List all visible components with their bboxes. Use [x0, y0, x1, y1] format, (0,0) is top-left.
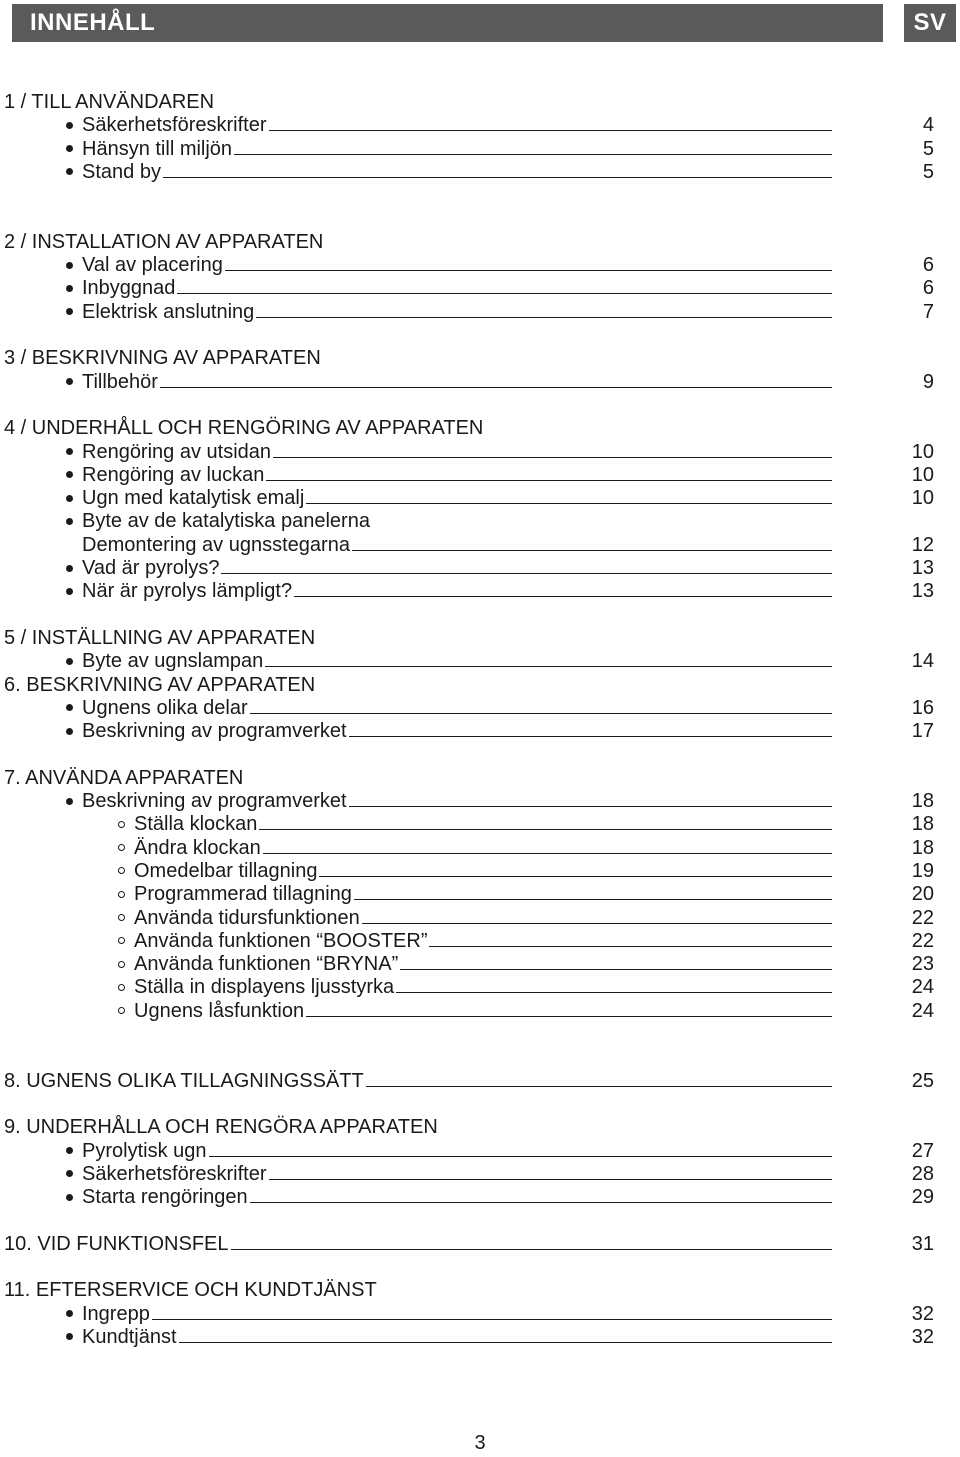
toc-entry[interactable] — [0, 1069, 960, 1093]
leader-line — [319, 876, 832, 877]
toc-page-number: 31 — [911, 1232, 934, 1255]
leader-line — [179, 1342, 832, 1343]
toc-entry-line — [0, 649, 960, 673]
toc-entry-title: Vad är pyrolys? — [82, 557, 220, 579]
toc-entry-row — [134, 812, 832, 836]
toc-entry-line — [0, 975, 960, 999]
toc-entry-row — [82, 113, 832, 137]
circle-bullet-icon — [114, 882, 128, 906]
toc-entry-line — [0, 999, 960, 1023]
toc-section-heading: 6. BESKRIVNING AV APPARATEN — [4, 673, 316, 696]
toc-entry-title: Omedelbar tillagning — [134, 859, 318, 882]
bullet-icon — [62, 1139, 76, 1163]
toc-entry-title: Säkerhetsföreskrifter — [82, 1162, 267, 1185]
page-title: INNEHÅLL — [30, 9, 156, 36]
toc-entry-title: Hänsyn till miljön — [82, 137, 233, 160]
toc-entry-title: Använda tidursfunktionen — [134, 906, 360, 929]
toc-entry[interactable] — [0, 1325, 960, 1349]
toc-entry[interactable] — [0, 719, 960, 743]
circle-bullet-icon — [114, 975, 128, 999]
toc-entry-line — [0, 696, 960, 720]
toc-entry-row — [82, 1325, 832, 1349]
toc-entry[interactable] — [0, 789, 960, 813]
toc-entry-title: Ställa klockan — [134, 813, 258, 836]
leader-line — [152, 1319, 832, 1320]
toc-entry-row — [134, 836, 832, 860]
toc-page-number: 10 — [911, 463, 934, 486]
toc-page-number: 16 — [911, 696, 934, 719]
toc-page-number: 24 — [911, 999, 934, 1022]
toc-entry-line — [0, 906, 960, 930]
toc-section-heading: 7. ANVÄNDA APPARATEN — [4, 766, 244, 789]
toc-entry-row — [134, 929, 832, 953]
toc-entry[interactable] — [0, 276, 960, 300]
toc-entry-title: Inbyggnad — [82, 277, 176, 300]
toc-entry-title: Elektrisk anslutning — [82, 300, 255, 323]
toc-entry[interactable] — [0, 556, 960, 580]
toc-section-line — [0, 346, 960, 370]
toc-entry[interactable] — [0, 1139, 960, 1163]
bullet-icon — [62, 370, 76, 394]
toc-entry-row — [134, 975, 832, 999]
bullet-icon — [62, 789, 76, 813]
toc-page-number: 12 — [911, 533, 934, 556]
toc-entry-title: Beskrivning av programverket — [82, 790, 347, 812]
leader-line — [352, 550, 832, 551]
toc-entry-row — [82, 463, 832, 487]
toc-section-line — [0, 1278, 960, 1302]
toc-entry[interactable] — [0, 300, 960, 324]
toc-entry-row — [82, 1139, 832, 1163]
leader-line — [349, 806, 832, 807]
toc-entry-line — [0, 160, 960, 184]
leader-line — [234, 154, 832, 155]
toc-entry-line — [0, 556, 960, 580]
toc-entry-line — [0, 1302, 960, 1326]
toc-entry-line — [0, 952, 960, 976]
toc-entry-line — [0, 253, 960, 277]
toc-entry-line — [0, 789, 960, 813]
leader-line — [354, 899, 832, 900]
toc-page-number: 10 — [911, 487, 934, 510]
toc-entry[interactable] — [0, 649, 960, 673]
toc-entry-row — [134, 882, 832, 906]
toc-entry[interactable] — [0, 696, 960, 720]
toc-page-number: 10 — [911, 440, 934, 463]
toc-section-heading: 4 / UNDERHÅLL OCH RENGÖRING AV APPARATEN — [4, 417, 484, 440]
toc-entry-title: Stand by — [82, 160, 161, 183]
circle-bullet-icon — [114, 859, 128, 883]
toc-entry[interactable] — [0, 859, 960, 883]
toc-section-heading: 9. UNDERHÅLLA OCH RENGÖRA APPARATEN — [4, 1116, 438, 1139]
toc-entry-title: Byte av de katalytiska panelerna — [82, 510, 370, 533]
toc-page-number: 32 — [911, 1325, 934, 1348]
toc-entry-title: Säkerhetsföreskrifter — [82, 114, 267, 137]
toc-entry-line — [0, 463, 960, 487]
toc-entry-row — [4, 1069, 832, 1093]
leader-line — [160, 387, 832, 388]
toc-page-number: 5 — [922, 137, 934, 160]
toc-entry-title: 10. VID FUNKTIONSFEL — [4, 1232, 229, 1255]
toc-section-line — [0, 626, 960, 650]
toc-entry-row — [82, 486, 832, 510]
toc-entry-row — [82, 579, 832, 603]
toc-entry[interactable] — [0, 370, 960, 394]
toc-section-heading: 3 / BESKRIVNING AV APPARATEN — [4, 347, 321, 370]
leader-line — [273, 457, 832, 458]
bullet-icon — [62, 486, 76, 510]
bullet-icon — [62, 113, 76, 137]
toc-entry[interactable] — [0, 1302, 960, 1326]
leader-line — [366, 1086, 832, 1087]
toc-entry-row — [134, 999, 832, 1023]
toc-entry-line — [0, 1325, 960, 1349]
leader-line — [259, 829, 832, 830]
toc-entry-line — [0, 1069, 960, 1093]
toc-page-number: 18 — [911, 813, 934, 836]
leader-line — [396, 992, 832, 993]
toc-entry-title: Pyrolytisk ugn — [82, 1139, 207, 1162]
toc-entry[interactable] — [0, 486, 960, 510]
bullet-icon — [62, 137, 76, 161]
toc-page-number: 25 — [911, 1069, 934, 1092]
toc-entry-row — [82, 253, 832, 277]
toc-entry[interactable] — [0, 533, 960, 557]
leader-line — [250, 1202, 832, 1203]
toc-entry[interactable] — [0, 1185, 960, 1209]
toc-entry-line — [0, 1139, 960, 1163]
toc-entry-title: Ugnens olika delar — [82, 696, 248, 719]
toc-entry-row — [82, 789, 832, 813]
toc-section-heading: 1 / TILL ANVÄNDAREN — [4, 91, 215, 113]
toc-entry[interactable] — [0, 137, 960, 161]
toc-entry[interactable] — [0, 253, 960, 277]
bullet-icon — [62, 1162, 76, 1186]
toc-section-heading: 2 / INSTALLATION AV APPARATEN — [4, 230, 324, 253]
toc-entry-line — [0, 859, 960, 883]
leader-line — [225, 270, 832, 271]
toc-entry[interactable] — [0, 113, 960, 137]
toc-entry-title: Beskrivning av programverket — [82, 720, 347, 743]
circle-bullet-icon — [114, 952, 128, 976]
toc-entry-title: Val av placering — [82, 254, 223, 277]
toc-entry-title: Byte av ugnslampan — [82, 650, 264, 673]
toc-entry-line — [0, 137, 960, 161]
toc-entry-title: Rengöring av luckan — [82, 463, 265, 486]
circle-bullet-icon — [114, 999, 128, 1023]
toc-entry[interactable] — [0, 509, 960, 533]
toc-entry-title: Programmerad tillagning — [134, 883, 352, 906]
toc-entry-row — [82, 556, 832, 580]
toc-entry[interactable] — [0, 440, 960, 464]
toc-entry-row — [134, 952, 832, 976]
toc-entry-row — [82, 649, 832, 673]
leader-line — [250, 713, 832, 714]
toc-entry-line — [0, 533, 960, 557]
toc-entry[interactable] — [0, 999, 960, 1023]
bullet-icon — [62, 463, 76, 487]
toc-entry-line — [0, 882, 960, 906]
toc-entry-row — [134, 906, 832, 930]
language-label: SV — [913, 9, 947, 36]
bullet-icon — [62, 696, 76, 720]
toc-section-line — [0, 766, 960, 790]
toc-page-number: 4 — [922, 114, 934, 137]
toc-entry[interactable] — [0, 906, 960, 930]
toc-page-number: 22 — [911, 906, 934, 929]
bullet-icon — [62, 579, 76, 603]
bullet-icon — [62, 509, 76, 533]
toc-page-number: 13 — [911, 580, 934, 603]
toc-page-number: 28 — [911, 1162, 934, 1185]
toc-entry-line — [0, 370, 960, 394]
leader-line — [221, 573, 832, 574]
leader-line — [265, 666, 832, 667]
toc-page-number: 14 — [911, 650, 934, 673]
toc-entry-row — [4, 1232, 832, 1256]
toc-page-number: 24 — [911, 976, 934, 999]
toc-entry-row — [82, 160, 832, 184]
toc-entry-line — [0, 509, 960, 533]
toc-page-number: 5 — [922, 160, 934, 183]
toc-section-heading: 5 / INSTÄLLNING AV APPARATEN — [4, 626, 316, 649]
leader-line — [263, 853, 832, 854]
toc-entry-title: När är pyrolys lämpligt? — [82, 580, 293, 603]
bullet-icon — [62, 719, 76, 743]
toc-entry[interactable] — [0, 836, 960, 860]
toc-section-line — [0, 416, 960, 440]
leader-line — [231, 1249, 833, 1250]
leader-line — [266, 480, 832, 481]
toc-entry-line — [0, 929, 960, 953]
toc-entry[interactable] — [0, 975, 960, 999]
toc-entry-title: Kundtjänst — [82, 1325, 177, 1348]
toc-entry[interactable] — [0, 812, 960, 836]
toc-entry-title: Ingrepp — [82, 1302, 150, 1325]
toc-entry-line — [0, 836, 960, 860]
leader-line — [256, 317, 832, 318]
toc-page-number: 17 — [911, 720, 934, 743]
toc-entry-line — [0, 276, 960, 300]
toc-page-number: 32 — [911, 1302, 934, 1325]
toc-entry[interactable] — [0, 1232, 960, 1256]
toc-page-number: 20 — [911, 883, 934, 906]
toc-entry[interactable] — [0, 1162, 960, 1186]
bullet-icon — [62, 556, 76, 580]
toc-section-heading: 11. EFTERSERVICE OCH KUNDTJÄNST — [4, 1279, 377, 1302]
leader-line — [306, 1016, 832, 1017]
toc-entry-line — [0, 1232, 960, 1256]
leader-line — [177, 293, 832, 294]
toc-section-line — [0, 1115, 960, 1139]
bullet-icon — [62, 1302, 76, 1326]
toc-page-number: 19 — [911, 859, 934, 882]
bullet-icon — [62, 160, 76, 184]
toc-entry-line — [0, 812, 960, 836]
toc-entry-title: Ugn med katalytisk emalj — [82, 487, 305, 510]
toc-entry[interactable] — [0, 463, 960, 487]
leader-line — [306, 503, 832, 504]
leader-line — [349, 736, 832, 737]
bullet-icon — [62, 649, 76, 673]
leader-line — [429, 946, 832, 947]
toc-page-number: 27 — [911, 1139, 934, 1162]
bullet-icon — [62, 440, 76, 464]
toc-entry-line — [0, 719, 960, 743]
toc-entry-row — [82, 276, 832, 300]
bullet-icon — [62, 276, 76, 300]
toc-entry[interactable] — [0, 929, 960, 953]
page-number: 3 — [474, 1432, 486, 1454]
leader-line — [209, 1156, 833, 1157]
toc-entry-title: Starta rengöringen — [82, 1186, 248, 1209]
toc-entry-row — [82, 533, 832, 557]
toc-page-number: 13 — [911, 557, 934, 579]
toc-entry-row — [82, 1302, 832, 1326]
toc-page-number: 6 — [922, 277, 934, 300]
toc-entry-row — [82, 696, 832, 720]
toc-page-number: 23 — [911, 953, 934, 976]
toc-entry[interactable] — [0, 882, 960, 906]
toc-entry-row — [134, 859, 832, 883]
toc-entry-line — [0, 440, 960, 464]
toc-entry-line — [0, 486, 960, 510]
leader-line — [269, 130, 832, 131]
toc-entry-row — [82, 1185, 832, 1209]
toc-entry-row — [82, 1162, 832, 1186]
circle-bullet-icon — [114, 812, 128, 836]
circle-bullet-icon — [114, 906, 128, 930]
bullet-icon — [62, 1325, 76, 1349]
toc-entry-line — [0, 113, 960, 137]
leader-line — [400, 969, 832, 970]
toc-page-number: 9 — [922, 370, 934, 393]
toc-entry-row — [82, 370, 832, 394]
leader-line — [362, 923, 832, 924]
toc-entry-title: Rengöring av utsidan — [82, 440, 272, 463]
toc-entry-title: Ugnens låsfunktion — [134, 999, 305, 1022]
toc-section-line — [0, 673, 960, 697]
toc-page-number: 6 — [922, 254, 934, 277]
circle-bullet-icon — [114, 836, 128, 860]
circle-bullet-icon — [114, 929, 128, 953]
toc-entry-line — [0, 579, 960, 603]
toc-page-number: 7 — [922, 300, 934, 323]
toc-entry-title: 8. UGNENS OLIKA TILLAGNINGSSÄTT — [4, 1069, 364, 1092]
toc-entry-row — [82, 300, 832, 324]
toc-entry-row — [82, 440, 832, 464]
toc-entry-title: Demontering av ugnsstegarna — [82, 533, 350, 556]
leader-line — [269, 1179, 832, 1180]
toc-page-number: 18 — [911, 790, 934, 812]
toc-entry-title: Tillbehör — [82, 370, 158, 393]
toc-entry-title: Använda funktionen “BOOSTER” — [134, 929, 428, 952]
toc-entry[interactable] — [0, 160, 960, 184]
toc-entry-title: Använda funktionen “BRYNA” — [134, 953, 399, 976]
toc-entry-row — [82, 719, 832, 743]
toc-entry-title: Ställa in displayens ljusstyrka — [134, 976, 395, 999]
toc-entry[interactable] — [0, 952, 960, 976]
toc-entry-line — [0, 1162, 960, 1186]
toc-entry-line — [0, 1185, 960, 1209]
toc-section-line — [0, 90, 960, 114]
bullet-icon — [62, 1185, 76, 1209]
toc-section-line — [0, 230, 960, 254]
leader-line — [294, 596, 832, 597]
toc-page-number: 22 — [911, 929, 934, 952]
bullet-icon — [62, 253, 76, 277]
toc-entry[interactable] — [0, 579, 960, 603]
leader-line — [163, 177, 832, 178]
toc-entry-row — [82, 509, 832, 533]
toc-page-number: 18 — [911, 836, 934, 859]
toc-entry-row — [82, 137, 832, 161]
toc-page-number: 29 — [911, 1186, 934, 1209]
toc-entry-title: Ändra klockan — [134, 836, 261, 859]
bullet-icon — [62, 300, 76, 324]
toc-entry-line — [0, 300, 960, 324]
